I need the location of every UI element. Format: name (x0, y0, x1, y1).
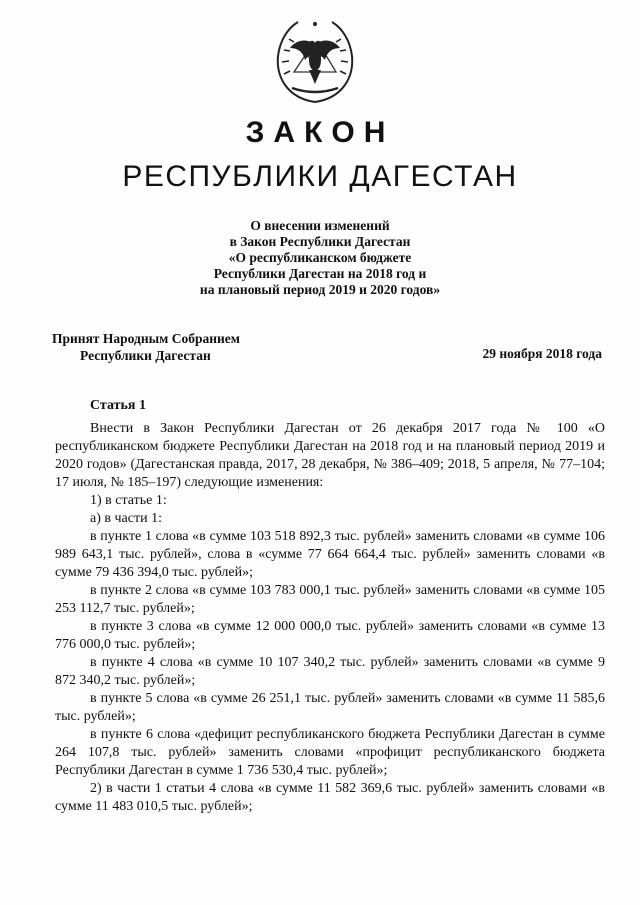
subject-line: Республики Дагестан на 2018 год и (213, 266, 427, 281)
article-paragraph: в пункте 5 слова «в сумме 26 251,1 тыс. рублей» заменить словами «в сумме 11 585,6 тыс. рублей»; (55, 691, 605, 724)
subject-line: на плановый период 2019 и 2020 годов» (199, 282, 441, 297)
subject-line: в Закон Республики Дагестан (229, 234, 411, 249)
law-subject (120, 218, 520, 298)
law-title: ЗАКОН (245, 116, 395, 149)
adopted-by-line: Республики Дагестан (80, 348, 211, 363)
article-paragraph: 1) в статье 1: (90, 493, 167, 508)
article-paragraph: Внести в Закон Республики Дагестан от 26 декабря 2017 года № 100 «О республиканском бюджете Республики Дагестан на 2018 год и на плановый период 2019 и 2020 годов» (Дагестанская правда, 2017, 28 декабря, № 386–409; 2018, 5 апреля, № 77–104; 17 июля, № 185–197) следующие изменения: (55, 421, 605, 490)
article-paragraph: в пункте 6 слова «дефицит республиканского бюджета Республики Дагестан в сумме 264 107,8 тыс. рублей» заменить словами «профицит республиканского бюджета Республики Дагестан в сумме 1 736 530,4 тыс. рублей»; (55, 727, 605, 778)
adoption-date: 29 ноября 2018 года (482, 346, 602, 361)
article-paragraph: в пункте 3 слова «в сумме 12 000 000,0 тыс. рублей» заменить словами «в сумме 13 776 000,0 тыс. рублей»; (55, 619, 605, 652)
adopted-by-line: Принят Народным Собранием (52, 331, 240, 346)
article-paragraph: в пункте 4 слова «в сумме 10 107 340,2 тыс. рублей» заменить словами «в сумме 9 872 340,2 тыс. рублей»; (55, 655, 605, 688)
coat-of-arms-eagle-icon (270, 14, 360, 106)
article-paragraph: в пункте 1 слова «в сумме 103 518 892,3 тыс. рублей» заменить словами «в сумме 106 989 643,1 тыс. рублей», слова в «сумме 77 664 664,4 тыс. рублей» заменить словами «в сумме 79 436 394,0 тыс. рублей»; (55, 529, 605, 580)
republic-title: РЕСПУБЛИКИ ДАГЕСТАН (122, 160, 518, 193)
article-paragraph: в пункте 2 слова «в сумме 103 783 000,1 тыс. рублей» заменить словами «в сумме 105 253 112,7 тыс. рублей»; (55, 583, 605, 616)
article-body (55, 420, 605, 816)
article-paragraph: а) в части 1: (90, 511, 162, 526)
article-paragraph: 2) в части 1 статьи 4 слова «в сумме 11 582 369,6 тыс. рублей» заменить словами «в сумме 11 483 010,5 тыс. рублей»; (55, 781, 605, 814)
subject-line: О внесении изменений (250, 218, 390, 233)
adoption-block (52, 330, 240, 364)
article-heading: Статья 1 (90, 398, 146, 413)
subject-line: «О республиканском бюджете (228, 250, 412, 265)
